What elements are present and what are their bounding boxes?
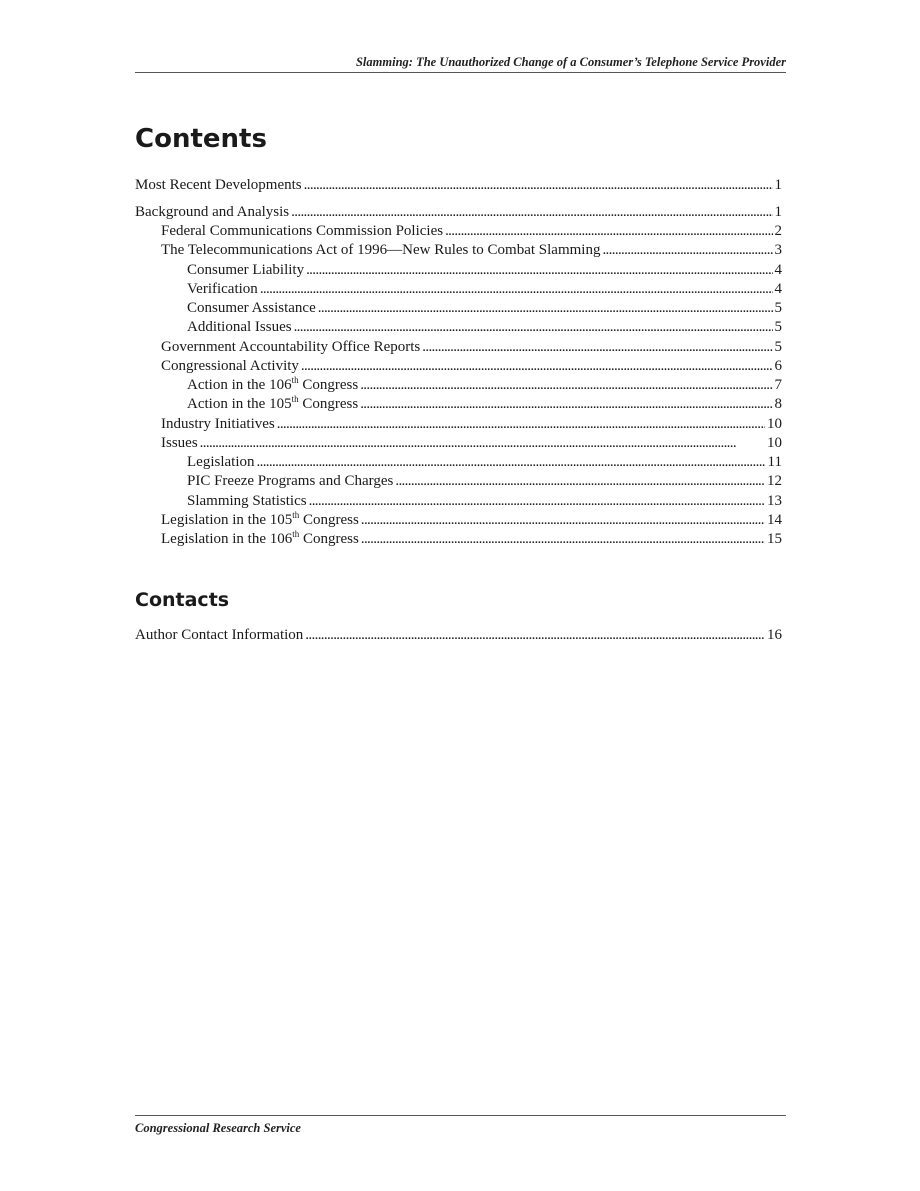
toc-entry-page-number: 16 — [767, 627, 782, 643]
toc-entry-page-number: 6 — [774, 358, 782, 374]
toc-entry-page-number: 4 — [774, 262, 782, 278]
toc-entry[interactable] — [135, 299, 782, 318]
toc-entry[interactable] — [135, 203, 782, 222]
toc-entry[interactable] — [135, 511, 782, 530]
toc-entry[interactable] — [135, 434, 782, 453]
dot-leader — [602, 241, 772, 260]
toc-entry[interactable] — [135, 376, 782, 395]
dot-leader — [445, 222, 772, 241]
toc-entry-title-text: Background and Analysis — [135, 204, 290, 220]
toc-entry[interactable] — [135, 241, 782, 260]
toc-entry-title-text: Most Recent Developments — [135, 177, 302, 193]
contacts-heading: Contacts — [135, 589, 230, 611]
dot-leader — [309, 492, 765, 511]
dot-leader — [304, 176, 773, 195]
toc-entry-title-text: Issues — [161, 435, 198, 451]
toc-entry-ordinal-sup: th — [292, 529, 300, 539]
toc-entry-title — [187, 261, 306, 280]
toc-entry-title-text: Action in the 106 — [187, 377, 292, 393]
toc-entry-title — [161, 434, 200, 453]
toc-entry-title-suffix: Congress — [298, 396, 359, 412]
dot-leader — [257, 453, 766, 472]
toc-entry-title — [187, 376, 360, 395]
toc-entry[interactable] — [135, 261, 782, 280]
toc-entry-page-number: 8 — [774, 396, 782, 412]
toc-entry-title-text: Federal Communications Commission Policies — [161, 223, 444, 239]
toc-entry-title-text: The Telecommunications Act of 1996—New Rules to Combat Slamming — [161, 242, 601, 258]
header-rule — [135, 72, 786, 73]
toc-entry-page-number: 10 — [767, 435, 782, 451]
toc-entry-title-text: Consumer Liability — [187, 262, 305, 278]
toc-entry-title — [161, 511, 361, 530]
dot-leader — [422, 338, 772, 357]
toc-entry-title — [187, 472, 395, 491]
toc-entry-title-text: Verification — [187, 281, 258, 297]
dot-leader — [277, 415, 765, 434]
toc-entry[interactable] — [135, 338, 782, 357]
running-header: Slamming: The Unauthorized Change of a Consumer’s Telephone Service Provider — [355, 55, 786, 69]
toc-entry-title — [187, 299, 318, 318]
dot-leader — [294, 318, 773, 337]
dot-leader — [361, 511, 765, 530]
toc-entry-title-text: Legislation in the 105 — [161, 512, 293, 528]
toc-entry-page-number: 13 — [767, 493, 782, 509]
toc-entry[interactable] — [135, 280, 782, 299]
dot-leader — [301, 357, 773, 376]
toc-entry-page-number: 10 — [767, 416, 782, 432]
toc-entry-title — [135, 176, 304, 195]
toc-entry-title — [161, 530, 361, 549]
toc-entry-title — [187, 395, 360, 414]
toc-entry-title-text: Additional Issues — [187, 319, 292, 335]
toc-entry-page-number: 15 — [767, 531, 782, 547]
toc-entry-title — [187, 492, 309, 511]
dot-leader — [395, 472, 765, 491]
toc-entry-page-number: 4 — [774, 281, 782, 297]
toc-entry-page-number: 3 — [774, 242, 782, 258]
dot-leader — [260, 280, 773, 299]
toc-entry-title-text: Industry Initiatives — [161, 416, 275, 432]
toc-entry-title — [161, 338, 422, 357]
toc-entry-title — [161, 415, 277, 434]
dot-leader — [318, 299, 773, 318]
toc-entry-title — [161, 241, 602, 260]
toc-entry-page-number: 5 — [774, 300, 782, 316]
toc-entry[interactable] — [135, 395, 782, 414]
footer-rule — [135, 1115, 786, 1116]
toc-entry-title-suffix: Congress — [298, 377, 359, 393]
toc-entry-page-number: 12 — [767, 473, 782, 489]
toc-entry[interactable] — [135, 357, 782, 376]
toc-entry-page-number: 11 — [767, 454, 782, 470]
toc-entry-title-text: Legislation — [187, 454, 255, 470]
toc-entry-page-number: 5 — [774, 319, 782, 335]
toc-entry-title-text: Government Accountability Office Reports — [161, 339, 421, 355]
toc-entry-page-number: 14 — [767, 512, 782, 528]
toc-entry[interactable] — [135, 318, 782, 337]
toc-entry-page-number: 1 — [774, 177, 782, 193]
toc-entry-title — [161, 357, 301, 376]
dot-leader — [291, 203, 772, 222]
toc-entry-title-text: Action in the 105 — [187, 396, 292, 412]
toc-entry-title-suffix: Congress — [299, 531, 359, 547]
toc-entry[interactable] — [135, 492, 782, 511]
toc-entry[interactable] — [135, 415, 782, 434]
toc-entry-title — [187, 453, 257, 472]
toc-entry-title — [135, 626, 305, 645]
toc-heading: Contents — [135, 124, 267, 154]
toc-entry[interactable] — [135, 472, 782, 491]
dot-leader — [361, 530, 765, 549]
toc-entry-title-text: Author Contact Information — [135, 627, 304, 643]
dot-leader — [360, 395, 772, 414]
toc-entry-title — [187, 280, 260, 299]
toc-entry-title — [161, 222, 445, 241]
toc-entry-ordinal-sup: th — [291, 375, 299, 385]
toc-entry[interactable] — [135, 626, 782, 645]
running-footer: Congressional Research Service — [135, 1121, 301, 1135]
toc-entry-ordinal-sup: th — [291, 394, 299, 404]
dot-leader — [306, 261, 772, 280]
toc-entry-page-number: 5 — [774, 339, 782, 355]
dot-leader — [200, 434, 765, 453]
toc-entry-title-suffix: Congress — [299, 512, 359, 528]
toc-entry-title-text: Legislation in the 106 — [161, 531, 293, 547]
toc-entry-page-number: 1 — [774, 204, 782, 220]
toc-entry-ordinal-sup: th — [292, 510, 300, 520]
toc-entry[interactable] — [135, 222, 782, 241]
dot-leader — [305, 626, 765, 645]
toc-entry-title-text: PIC Freeze Programs and Charges — [187, 473, 394, 489]
toc-entry-page-number: 2 — [774, 223, 782, 239]
toc-entry[interactable] — [135, 530, 782, 549]
toc-entry[interactable] — [135, 176, 782, 195]
toc-entry[interactable] — [135, 453, 782, 472]
toc-entry-page-number: 7 — [774, 377, 782, 393]
toc-entry-title — [187, 318, 294, 337]
toc-entry-title-text: Slamming Statistics — [187, 493, 307, 509]
toc-entry-title — [135, 203, 291, 222]
toc-entry-title-text: Consumer Assistance — [187, 300, 316, 316]
toc-entry-title-text: Congressional Activity — [161, 358, 299, 374]
dot-leader — [360, 376, 772, 395]
